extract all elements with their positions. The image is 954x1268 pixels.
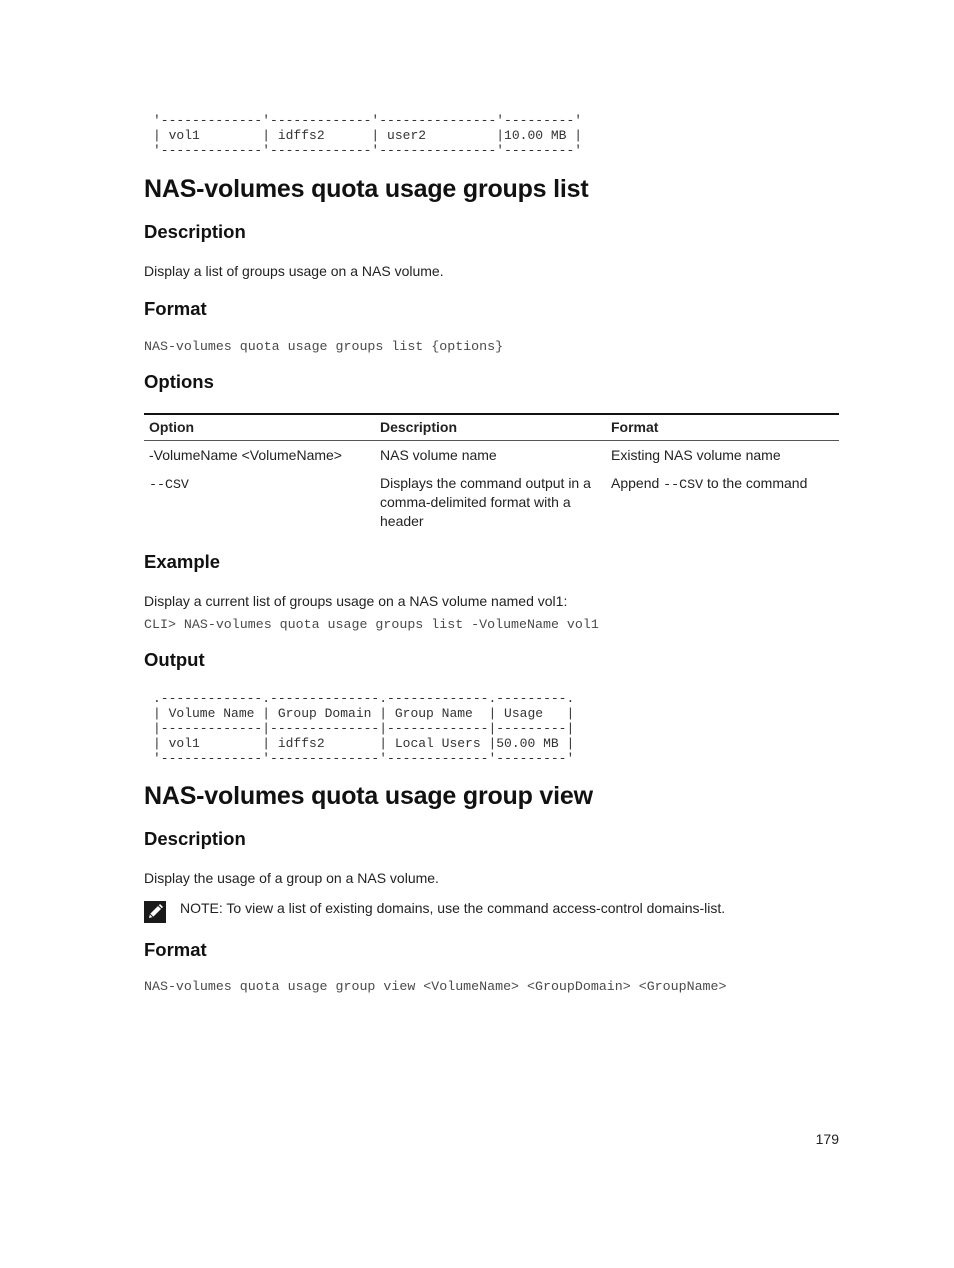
options-table-header-row xyxy=(144,414,839,441)
section1-format-code: NAS-volumes quota usage groups list {options} xyxy=(144,339,504,354)
cell-description: Displays the command output in a comma-delimited format with a header xyxy=(380,475,591,529)
section2-description-text: Display the usage of a group on a NAS volume. xyxy=(144,870,439,886)
top-output-block xyxy=(153,113,582,158)
cell-format-suffix: to the command xyxy=(703,475,808,491)
section1-description-text: Display a list of groups usage on a NAS volume. xyxy=(144,263,444,279)
section1-output-block xyxy=(153,691,574,766)
output-line: '-------------'-------------'---------------'---------' xyxy=(153,143,583,158)
section2-title: NAS-volumes quota usage group view xyxy=(144,782,593,810)
table-row xyxy=(144,469,839,535)
section1-example-heading: Example xyxy=(144,551,221,572)
output-line: | vol1 | idffs2 | user2 |10.00 MB | xyxy=(153,128,583,143)
note-text xyxy=(180,898,725,918)
section2-format-heading: Format xyxy=(144,939,207,960)
cell-option: -VolumeName <VolumeName> xyxy=(149,447,342,463)
section1-description-heading: Description xyxy=(144,221,246,242)
output-line: '-------------'--------------'-------------'---------' xyxy=(153,751,575,766)
header-format: Format xyxy=(606,414,839,441)
section1-example-text: Display a current list of groups usage on a NAS volume named vol1: xyxy=(144,593,568,609)
output-line: |-------------|--------------|-------------|---------| xyxy=(153,721,575,736)
cell-format: Existing NAS volume name xyxy=(611,447,781,463)
cell-format xyxy=(606,469,839,535)
section2-description-heading: Description xyxy=(144,828,246,849)
options-table xyxy=(144,413,839,535)
output-line: '-------------'-------------'---------------'---------' xyxy=(153,113,583,128)
output-line: .-------------.--------------.-------------.---------. xyxy=(153,691,575,706)
section1-title: NAS-volumes quota usage groups list xyxy=(144,175,589,203)
note-body: To view a list of existing domains, use the command access-control domains-list. xyxy=(222,900,726,916)
output-line: | Volume Name | Group Domain | Group Name | Usage | xyxy=(153,706,575,721)
note-label: NOTE: xyxy=(180,900,223,916)
section2-format-code: NAS-volumes quota usage group view <VolumeName> <GroupDomain> <GroupName> xyxy=(144,979,727,994)
section1-example-code: CLI> NAS-volumes quota usage groups list -VolumeName vol1 xyxy=(144,617,599,632)
section1-options-heading: Options xyxy=(144,371,214,392)
header-option: Option xyxy=(144,414,375,441)
page-number: 179 xyxy=(815,1131,839,1147)
header-description: Description xyxy=(375,414,606,441)
pencil-note-icon xyxy=(144,901,166,923)
cell-option xyxy=(144,469,375,535)
note-box xyxy=(144,898,725,923)
cell-description: NAS volume name xyxy=(380,447,497,463)
section1-format-heading: Format xyxy=(144,298,207,319)
cell-format-code: --CSV xyxy=(663,477,704,492)
output-line: | vol1 | idffs2 | Local Users |50.00 MB | xyxy=(153,736,575,751)
cell-option-code: --CSV xyxy=(149,477,189,492)
cell-format-prefix: Append xyxy=(611,475,664,491)
section1-output-heading: Output xyxy=(144,649,205,670)
table-row xyxy=(144,441,839,470)
